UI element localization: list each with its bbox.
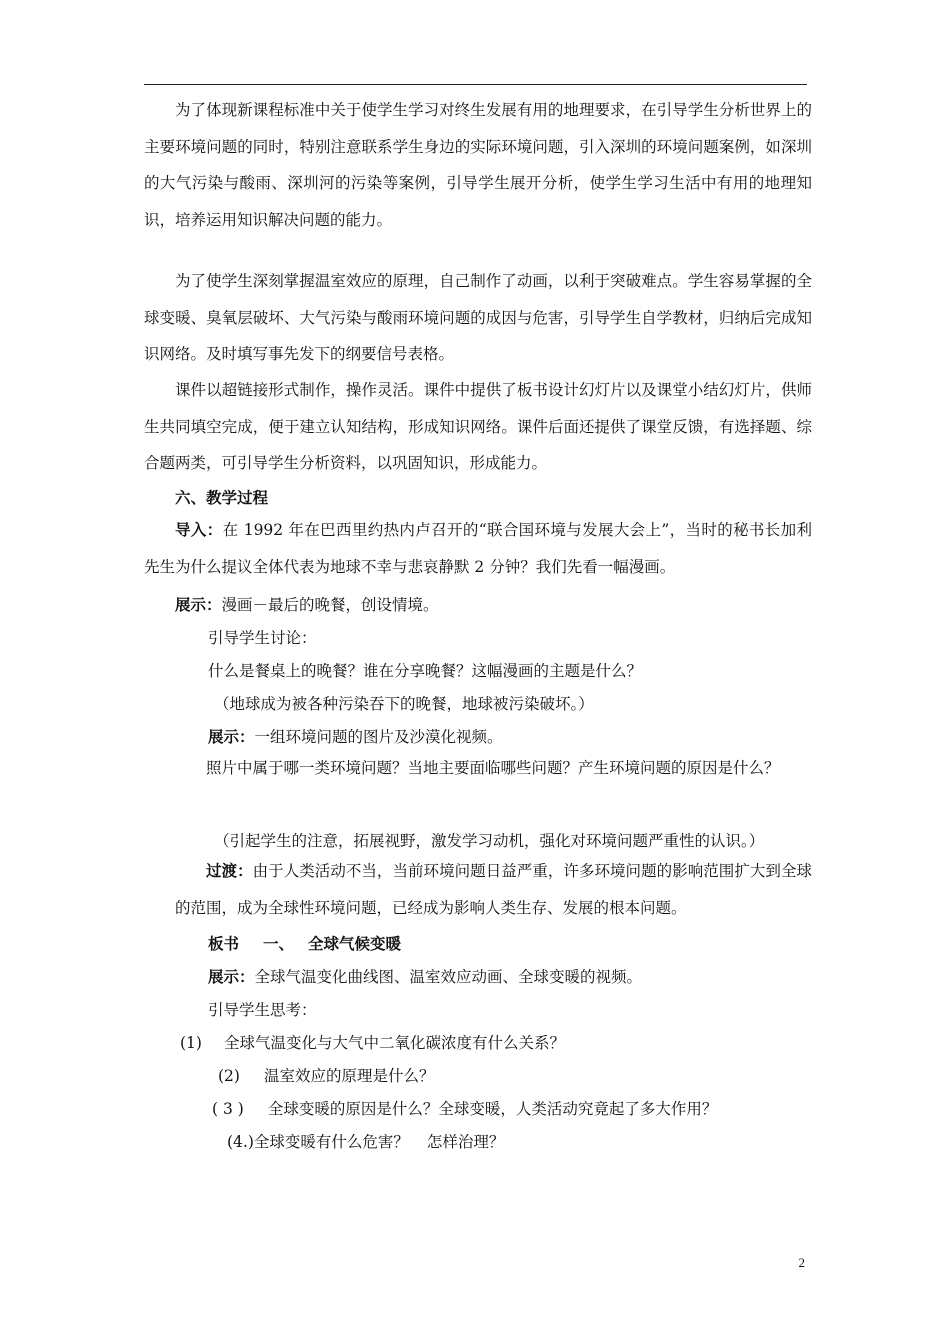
transition-label: 过渡： xyxy=(206,861,253,880)
answer-2: （引起学生的注意，拓展视野，激发学习动机，强化对环境问题严重性的认识。） xyxy=(214,832,765,850)
question-item-num: (4.) xyxy=(227,1133,254,1151)
paragraph-1: 为了体现新课程标准中关于使学生学习对终生发展有用的地理要求，在引导学生分析世界上的主要环境问题的同时，特别注意联系学生身边的实际环境问题，引入深圳的环境问题案例，如深圳的大气污染与酸雨、深圳河的污染等案例，引导学生展开分析，使学生学习生活中有用的地理知识，培养运用知识解决问题的能力。 xyxy=(144,101,812,229)
question-item xyxy=(212,1099,717,1119)
show-2 xyxy=(208,727,503,747)
intro-paragraph xyxy=(144,512,812,585)
page-number: 2 xyxy=(798,1255,805,1270)
question-item-num: (2) xyxy=(218,1067,240,1085)
question-1: 什么是餐桌上的晚餐？谁在分享晚餐？这幅漫画的主题是什么？ xyxy=(208,662,643,680)
question-item-text: 全球变暖有什么危害？ xyxy=(253,1133,409,1151)
header-rule xyxy=(144,84,807,85)
show-2-label: 展示： xyxy=(208,727,255,746)
guide-discuss: 引导学生讨论： xyxy=(208,629,317,647)
question-item-text-2: 怎样治理？ xyxy=(426,1133,505,1151)
question-item-text: 温室效应的原理是什么？ xyxy=(263,1067,435,1085)
intro-text: 在 1992 年在巴西里约热内卢召开的“联合国环境与发展大会上”，当时的秘书长加利先生为什么提议全体代表为地球不幸与悲哀静默 2 分钟？我们先看一幅漫画。 xyxy=(144,521,812,576)
transition-text: 由于人类活动不当，当前环境问题日益严重，许多环境问题的影响范围扩大到全球的范围，成为全球性环境问题，已经成为影响人类生存、发展的根本问题。 xyxy=(175,862,812,917)
question-item-num: (1) xyxy=(180,1034,202,1052)
show-2-text: 一组环境问题的图片及沙漠化视频。 xyxy=(254,728,503,746)
show-1 xyxy=(175,595,439,615)
question-item xyxy=(218,1066,434,1086)
guide-think: 引导学生思考： xyxy=(208,1001,317,1019)
intro-label: 导入： xyxy=(175,520,223,539)
question-item-num: ( 3 ) xyxy=(212,1100,244,1118)
show-1-text: 漫画－最后的晚餐，创设情境。 xyxy=(221,596,439,614)
question-item-text: 全球变暖的原因是什么？全球变暖，人类活动究竟起了多大作用？ xyxy=(267,1100,718,1118)
show-3 xyxy=(208,967,642,987)
board-num: 一、 xyxy=(263,934,295,953)
paragraph-3: 课件以超链接形式制作，操作灵活。课件中提供了板书设计幻灯片以及课堂小结幻灯片，供师生共同填空完成，便于建立认知结构，形成知识网络。课件后面还提供了课堂反馈，有选择题、综合题两类，可引导学生分析资料，以巩固知识，形成能力。 xyxy=(144,381,812,473)
show-3-label: 展示： xyxy=(208,967,255,986)
show-1-label: 展示： xyxy=(175,595,222,614)
section-heading: 六、教学过程 xyxy=(175,488,269,507)
answer-1: （地球成为被各种污染吞下的晚餐，地球被污染破坏。） xyxy=(214,695,594,713)
question-item-text: 全球气温变化与大气中二氧化碳浓度有什么关系？ xyxy=(223,1034,565,1052)
board-heading xyxy=(208,934,401,954)
paragraph-2: 为了使学生深刻掌握温室效应的原理，自己制作了动画，以利于突破难点。学生容易掌握的全球变暖、臭氧层破坏、大气污染与酸雨环境问题的成因与危害，引导学生自学教材，归纳后完成知识网络。及时填写事先发下的纲要信号表格。 xyxy=(144,272,812,364)
show-3-text: 全球气温变化曲线图、温室效应动画、全球变暖的视频。 xyxy=(254,968,643,986)
question-item xyxy=(227,1132,504,1152)
transition-paragraph xyxy=(175,853,812,926)
board-label: 板书 xyxy=(208,934,240,953)
question-item xyxy=(180,1033,565,1053)
question-2: 照片中属于哪一类环境问题？当地主要面临哪些问题？产生环境问题的原因是什么？ xyxy=(206,759,780,777)
board-title: 全球气候变暖 xyxy=(308,934,402,953)
